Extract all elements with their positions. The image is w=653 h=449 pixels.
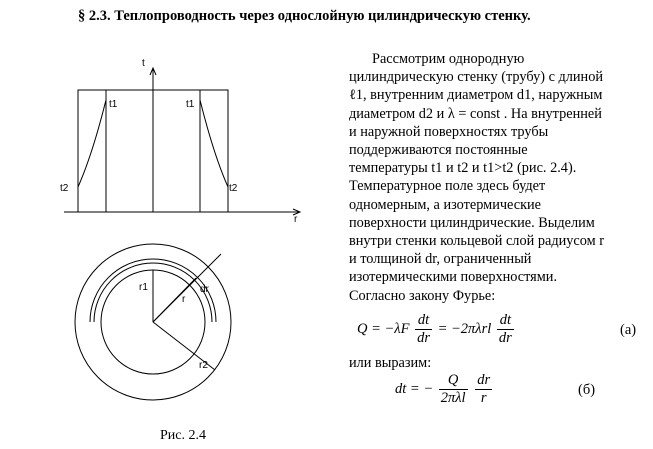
eq-a-frac1-num: dt <box>415 312 432 330</box>
eq-a-mid: = −2πλrl <box>437 320 492 337</box>
text-line: температуры t1 и t2 и t1>t2 (рис. 2.4). <box>349 160 577 177</box>
label-t1-right: t1 <box>186 99 195 110</box>
eq-a-lhs: Q = −λF <box>357 320 410 337</box>
r-axis-label: r <box>294 214 298 225</box>
label-t2-right: t2 <box>229 183 238 194</box>
pipe-cross-section <box>75 244 231 400</box>
text-line: цилиндрическую стенку (трубу) с длиной <box>349 69 603 86</box>
label-r2: r2 <box>199 360 208 371</box>
profile-curve-right <box>200 100 228 187</box>
eq-a-fraction-1 <box>415 312 432 347</box>
text-line: ℓ1, внутренним диаметром d1, наружным <box>349 87 603 104</box>
eq-a-fraction-2 <box>497 312 514 347</box>
label-t2-left: t2 <box>60 183 69 194</box>
equation-b-number: (б) <box>578 382 596 398</box>
label-t1-left: t1 <box>109 99 118 110</box>
eq-b-frac1-num: Q <box>439 372 468 390</box>
equation-a <box>357 312 516 347</box>
eq-a-frac1-den: dr <box>417 330 430 346</box>
temperature-profile-plot <box>64 68 300 215</box>
eq-a-frac2-num: dt <box>497 312 514 330</box>
equation-a-number: (а) <box>620 322 637 338</box>
text-line: одномерным, а изотермические <box>349 196 542 213</box>
label-r: r <box>182 294 186 305</box>
text-line: диаметром d2 и λ = const . На внутренней <box>349 105 602 122</box>
eq-b-fraction-1 <box>439 372 468 407</box>
t-axis-label: t <box>142 58 145 69</box>
eq-a-frac2-den: dr <box>498 330 512 346</box>
section-title: § 2.3. Теплопроводность через однослойную цилиндрическую стенку. <box>78 8 531 24</box>
eq-b-fraction-2 <box>475 372 492 407</box>
eq-b-lhs: dt = − <box>395 380 434 397</box>
text-line: и наружной поверхностях трубы <box>349 123 549 140</box>
label-r1: r1 <box>139 282 148 293</box>
body-text <box>349 50 647 305</box>
text-line: Согласно закону Фурье: <box>349 287 496 304</box>
text-line: Рассмотрим однородную <box>372 51 525 67</box>
text-line: поверхности цилиндрические. Выделим <box>349 214 595 231</box>
eq-b-frac2-den: r <box>480 390 487 406</box>
eq-b-frac1-den: 2πλl <box>440 390 466 406</box>
profile-curve-left <box>78 100 106 187</box>
label-dr: dr <box>200 284 209 295</box>
text-line: и толщиной dr, ограниченный <box>349 251 532 268</box>
text-line: Температурное поле здесь будет <box>349 178 546 195</box>
text-line: или выразим: <box>349 355 432 371</box>
text-line: поддерживаются постоянные <box>349 142 528 159</box>
eq-b-frac2-num: dr <box>477 372 491 388</box>
text-line: изотермическими поверхностями. <box>349 269 558 286</box>
figure-caption: Рис. 2.4 <box>160 428 206 443</box>
text-line: внутри стенки кольцевой слой радиусом r <box>349 233 604 250</box>
or-express-text <box>349 354 647 372</box>
equation-b <box>395 372 494 407</box>
